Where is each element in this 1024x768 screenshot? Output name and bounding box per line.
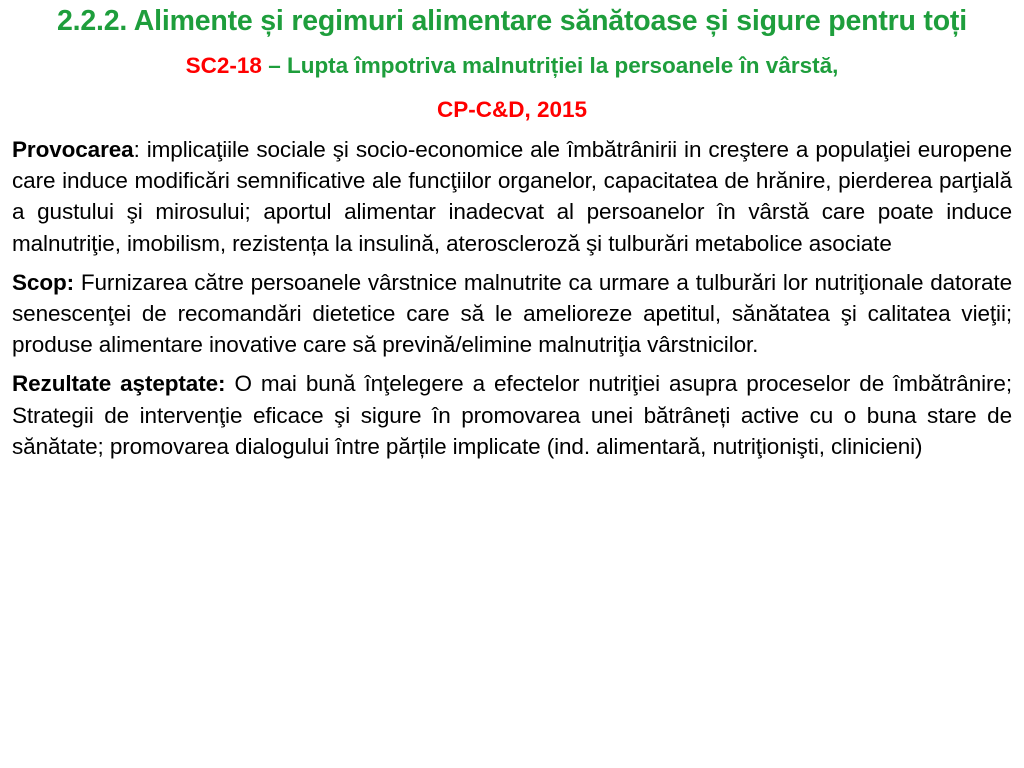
slide-title: 2.2.2. Alimente și regimuri alimentare sănătoase și sigure pentru toți	[57, 5, 967, 37]
section-text: O mai bună înţelegere a efectelor nutriţiei asupra proceselor de îmbătrânire; Strategii de intervenţie eficace şi sigure în promovarea unei bătrâneți active cu o buna stare de sănătate; promovarea dialogului între părțile implicate (ind. alimentară, nutriţionişti, clinicieni)	[12, 371, 1012, 459]
section-separator: :	[133, 137, 147, 162]
project-heading	[12, 50, 1012, 81]
section-label: Rezultate aşteptate:	[12, 371, 226, 397]
section-separator	[74, 270, 81, 295]
project-title: – Lupta împotriva malnutriției la persoanele în vârstă,	[261, 53, 839, 78]
section-label: Provocarea	[12, 137, 134, 162]
section-challenge	[12, 134, 1012, 259]
section-label: Scop:	[12, 269, 75, 295]
project-code: SC2-18	[185, 53, 262, 78]
section-text: Furnizarea către persoanele vârstnice malnutrite ca urmare a tulburări lor nutriţionale datorate senescenţei de recomandări dietetice care să le amelioreze apetitul, sănătatea şi calitatea vieţii; produse alimentare inovative care să prevină/elimine malnutriţia vârstnicilor.	[12, 269, 1012, 358]
project-type-year: CP-C&D, 2015	[436, 97, 588, 122]
section-goal	[12, 267, 1012, 361]
section-text: implicaţiile sociale şi socio-economice ale îmbătrânirii in creştere a populaţiei europene care induce modificări semnificative ale funcţiilor organelor, capacitatea de hrănire, pierderea parţială a gustului şi mirosului; aportul alimentar inadecvat al persoanelor în vârstă care poate induce malnutriţie, imobilism, rezistența la insulină, ateroscleroză şi tulburări metabolice asociate	[12, 137, 1012, 256]
section-expected-results	[12, 368, 1012, 462]
